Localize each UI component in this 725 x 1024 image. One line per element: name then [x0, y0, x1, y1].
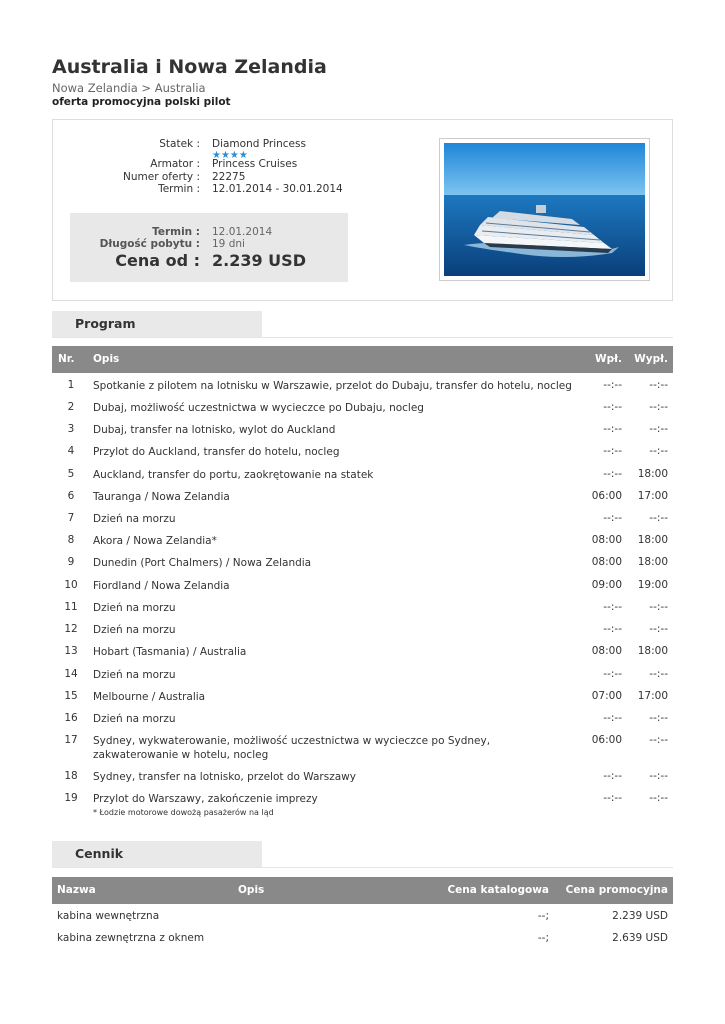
- price-value: 2.239 USD: [212, 251, 306, 270]
- row-description: Sydney, transfer na lotnisko, przelot do Warszawy: [93, 771, 356, 783]
- row-departure: 18:00: [637, 468, 668, 480]
- promo-price: 2.639 USD: [612, 932, 668, 944]
- col-in: Wpł.: [595, 353, 622, 365]
- row-arrival: 09:00: [591, 579, 622, 591]
- row-description: Sydney, wykwaterowanie, możliwość uczestnictwa w wycieczce po Sydney, zakwaterowanie w hotelu, nocleg: [93, 735, 491, 761]
- breadcrumb: Nowa Zelandia > Australia: [52, 81, 206, 95]
- row-number: 6: [67, 490, 75, 502]
- row-arrival: --:--: [603, 601, 622, 613]
- row-number: 16: [64, 712, 78, 724]
- row-number: 17: [64, 734, 78, 746]
- row-departure: 18:00: [637, 645, 668, 657]
- row-description: Hobart (Tasmania) / Australia: [93, 646, 247, 658]
- row-description: Melbourne / Australia: [93, 691, 206, 703]
- footnote: * Łodzie motorowe dowożą pasażerów na ląd: [93, 808, 274, 817]
- row-departure: --:--: [649, 734, 668, 746]
- col-name: Nazwa: [57, 884, 96, 896]
- row-description: Dunedin (Port Chalmers) / Nowa Zelandia: [93, 557, 312, 569]
- row-description: Dubaj, transfer na lotnisko, wylot do Auckland: [93, 424, 336, 436]
- row-arrival: --:--: [603, 445, 622, 457]
- operator-label: Armator :: [150, 158, 200, 170]
- row-departure: --:--: [649, 601, 668, 613]
- row-description: Przylot do Warszawy, zakończenie imprezy: [93, 793, 318, 805]
- row-arrival: --:--: [603, 423, 622, 435]
- row-arrival: --:--: [603, 712, 622, 724]
- row-number: 2: [67, 401, 75, 413]
- row-description: Spotkanie z pilotem na lotnisku w Warszawie, przelot do Dubaju, transfer do hotelu, nocleg: [93, 380, 572, 392]
- row-number: 13: [64, 645, 78, 657]
- row-description: Dzień na morzu: [93, 669, 176, 681]
- row-departure: --:--: [649, 712, 668, 724]
- row-departure: 17:00: [637, 690, 668, 702]
- promo-price: 2.239 USD: [612, 910, 668, 922]
- row-number: 10: [64, 579, 78, 591]
- summary-term-value: 12.01.2014: [212, 226, 273, 238]
- ship-label: Statek :: [159, 138, 200, 150]
- row-description: Dzień na morzu: [93, 602, 176, 614]
- program-section-header: [52, 311, 673, 338]
- ship-photo: [439, 138, 650, 281]
- row-departure: --:--: [649, 623, 668, 635]
- row-arrival: 08:00: [591, 534, 622, 546]
- pricing-title: Cennik: [75, 846, 124, 861]
- row-number: 9: [67, 556, 75, 568]
- row-number: 11: [64, 601, 78, 613]
- pricing-table-header: [52, 877, 673, 904]
- row-number: 18: [64, 770, 78, 782]
- col-promo-price: Cena promocyjna: [565, 884, 668, 896]
- col-opis: Opis: [238, 884, 265, 896]
- col-desc: Opis: [93, 353, 120, 365]
- row-departure: --:--: [649, 379, 668, 391]
- row-number: 12: [64, 623, 78, 635]
- row-arrival: --:--: [603, 623, 622, 635]
- row-departure: 17:00: [637, 490, 668, 502]
- row-departure: 18:00: [637, 534, 668, 546]
- col-catalog-price: Cena katalogowa: [447, 884, 549, 896]
- row-departure: --:--: [649, 401, 668, 413]
- row-arrival: --:--: [603, 468, 622, 480]
- offer-number-value: 22275: [212, 171, 246, 183]
- row-arrival: 08:00: [591, 556, 622, 568]
- cruise-ship-image: [444, 143, 645, 276]
- row-departure: 19:00: [637, 579, 668, 591]
- row-arrival: 07:00: [591, 690, 622, 702]
- rating-stars-icon: ★★★★: [212, 150, 248, 161]
- cabin-name: kabina wewnętrzna: [57, 910, 160, 922]
- row-number: 8: [67, 534, 75, 546]
- row-number: 1: [67, 379, 75, 391]
- term-value: 12.01.2014 - 30.01.2014: [212, 183, 343, 195]
- row-arrival: --:--: [603, 512, 622, 524]
- catalog-price: --;: [537, 932, 549, 944]
- page-title: Australia i Nowa Zelandia: [52, 56, 327, 78]
- row-departure: 18:00: [637, 556, 668, 568]
- row-number: 14: [64, 668, 78, 680]
- offer-number-label: Numer oferty :: [123, 171, 200, 183]
- pricing-tab: [52, 841, 262, 867]
- ship-value: Diamond Princess: [212, 138, 306, 150]
- row-departure: --:--: [649, 512, 668, 524]
- row-description: Dzień na morzu: [93, 624, 176, 636]
- summary-term-label: Termin :: [152, 226, 200, 238]
- row-number: 7: [67, 512, 75, 524]
- row-arrival: --:--: [603, 379, 622, 391]
- row-departure: --:--: [649, 668, 668, 680]
- row-number: 15: [64, 690, 78, 702]
- row-number: 19: [64, 792, 78, 804]
- row-description: Fiordland / Nowa Zelandia: [93, 580, 230, 592]
- row-description: Auckland, transfer do portu, zaokrętowanie na statek: [93, 469, 374, 481]
- page-subtitle: oferta promocyjna polski pilot: [52, 96, 231, 108]
- cabin-name: kabina zewnętrzna z oknem: [57, 932, 205, 944]
- row-description: Tauranga / Nowa Zelandia: [93, 491, 230, 503]
- operator-value: Princess Cruises: [212, 158, 298, 170]
- row-description: Dubaj, możliwość uczestnictwa w wycieczce po Dubaju, nocleg: [93, 402, 424, 414]
- col-out: Wypł.: [634, 353, 668, 365]
- row-arrival: 06:00: [591, 734, 622, 746]
- row-description: Dzień na morzu: [93, 713, 176, 725]
- price-label: Cena od :: [115, 251, 200, 270]
- program-tab: [52, 311, 262, 337]
- col-nr: Nr.: [58, 353, 75, 365]
- row-departure: --:--: [649, 792, 668, 804]
- row-departure: --:--: [649, 423, 668, 435]
- row-description: Przylot do Auckland, transfer do hotelu, nocleg: [93, 446, 340, 458]
- program-table-header: [52, 346, 673, 373]
- program-title: Program: [75, 316, 136, 331]
- duration-value: 19 dni: [212, 238, 245, 250]
- row-number: 4: [67, 445, 75, 457]
- row-departure: --:--: [649, 770, 668, 782]
- row-departure: --:--: [649, 445, 668, 457]
- row-arrival: 08:00: [591, 645, 622, 657]
- row-number: 5: [67, 468, 75, 480]
- row-description: Dzień na morzu: [93, 513, 176, 525]
- row-arrival: --:--: [603, 792, 622, 804]
- row-number: 3: [67, 423, 75, 435]
- pricing-section-header: [52, 841, 673, 868]
- row-arrival: --:--: [603, 668, 622, 680]
- row-arrival: --:--: [603, 770, 622, 782]
- row-arrival: --:--: [603, 401, 622, 413]
- duration-label: Długość pobytu :: [99, 238, 200, 250]
- catalog-price: --;: [537, 910, 549, 922]
- row-arrival: 06:00: [591, 490, 622, 502]
- term-label: Termin :: [158, 183, 200, 195]
- row-description: Akora / Nowa Zelandia*: [93, 535, 217, 547]
